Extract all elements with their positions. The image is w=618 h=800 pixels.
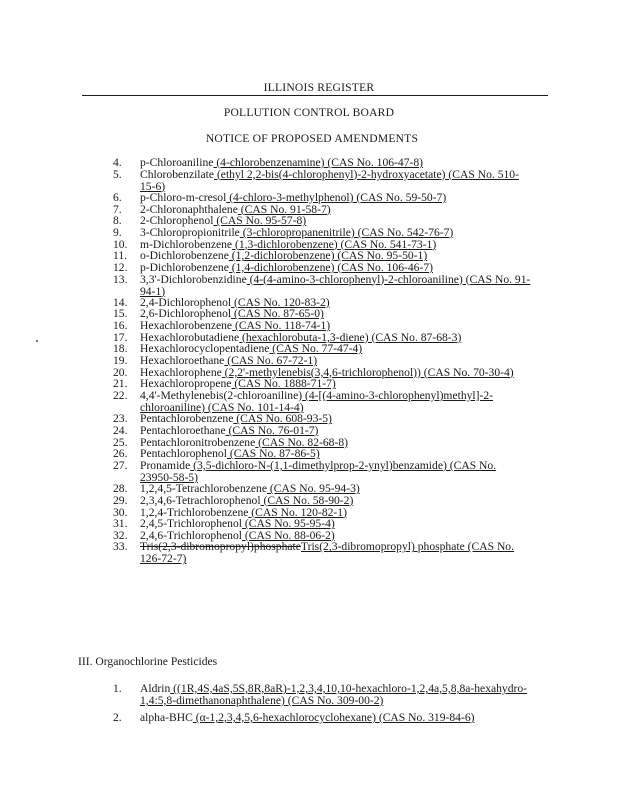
item-number: 21.: [113, 377, 128, 391]
inserted-text: (4-chloro-3-methylphenol) (CAS No. 59-50-7): [226, 190, 447, 204]
inserted-text: (ethyl 2,2-bis(4-chlorophenyl)-2-hydroxyacetate) (CAS No. 510-: [214, 167, 519, 181]
item-number: 28.: [113, 482, 128, 496]
item-number: 10.: [113, 237, 128, 251]
item-number: 16.: [113, 319, 128, 333]
constituent-name: Hexachloropropene: [140, 377, 232, 391]
header-rule: [82, 95, 548, 96]
scan-speck: [36, 340, 38, 342]
inserted-text: (4-[(4-amino-3-chlorophenyl)methyl]-2-: [302, 389, 494, 402]
constituent-name: Pentachlorobenzene: [140, 412, 234, 426]
constituent-name: 2,4-Dichlorophenol: [140, 295, 232, 309]
item-number: 24.: [113, 423, 128, 437]
item-number: 29.: [113, 493, 128, 507]
item-continuation: 1,4:5,8-dimethanonaphthalene) (CAS No. 309-00-2): [140, 694, 384, 707]
constituent-name: Hexachlorobenzene: [140, 319, 233, 333]
constituent-name: o-Dichlorobenzene: [140, 249, 229, 263]
deleted-text: Tris(2,3-dibromopropyl)phosphate: [140, 540, 301, 554]
constituent-name: 2,3,4,6-Tetrachlorophenol: [140, 493, 261, 507]
item-text: [140, 274, 553, 286]
item-number: 2.: [113, 711, 122, 724]
inserted-text: (CAS No. 77-47-4): [269, 342, 363, 356]
constituent-name: Hexachlorobutadiene: [140, 330, 240, 344]
inserted-text: (1,2-dichlorobenzene) (CAS No. 95-50-1): [228, 249, 428, 263]
item-continuation: 15-6): [140, 179, 166, 193]
inserted-text: (CAS No. 95-57-8): [213, 214, 307, 228]
constituent-name: m-Dichlorobenzene: [140, 237, 233, 251]
inserted-text: (CAS No. 58-90-2): [260, 493, 354, 507]
item-continuation: 126-72-7): [140, 552, 187, 566]
inserted-text: (CAS No. 87-65-0): [231, 307, 324, 321]
item-number: 33.: [113, 540, 128, 554]
item-text: [140, 712, 553, 724]
inserted-text: (CAS No. 608-93-5): [233, 412, 332, 426]
item-number: 12.: [113, 260, 128, 274]
inserted-text: (CAS No. 1888-71-7): [231, 377, 336, 391]
inserted-text: (2,2'-methylenebis(3,4,6-trichlorophenol)) (CAS No. 70-30-4): [221, 365, 514, 379]
constituent-name: Aldrin: [140, 682, 171, 695]
item-number: 7.: [113, 202, 122, 216]
inserted-text: ((1R,4S,4aS,5S,8R,8aR)-1,2,3,4,10,10-hexachloro-1,2,4a,5,8,8a-hexahydro-: [170, 682, 528, 695]
item-number: 31.: [113, 517, 128, 531]
constituent-name: 4,4'-Methylenebis(2-chloroaniline): [140, 389, 303, 402]
constituent-name: 2,4,6-Trichlorophenol: [140, 528, 242, 542]
item-text: [140, 541, 553, 553]
item-number: 13.: [113, 272, 128, 286]
item-number: 8.: [113, 214, 122, 228]
constituent-name: Pentachlorophenol: [140, 447, 227, 461]
inserted-text: (CAS No. 91-58-7): [237, 202, 331, 216]
item-number: 26.: [113, 447, 128, 461]
board-name: POLLUTION CONTROL BOARD: [223, 106, 395, 119]
inserted-text: (CAS No. 76-01-7): [225, 423, 319, 437]
constituent-name: 1,2,4-Trichlorobenzene: [140, 505, 249, 519]
inserted-text: (CAS No. 88-06-2): [241, 528, 335, 542]
constituent-name: p-Chloro-m-cresol: [140, 190, 227, 204]
inserted-text: (CAS No. 120-82-1): [248, 505, 347, 519]
inserted-text: (α-1,2,3,4,5,6-hexachlorocyclohexane) (CAS No. 319-84-6): [192, 711, 475, 724]
constituent-name: 3,3'-Dichlorobenzidine: [140, 272, 247, 286]
inserted-text: (CAS No. 67-72-1): [224, 354, 318, 368]
item-number: 17.: [113, 330, 128, 344]
item-continuation: 23950-58-5): [140, 470, 198, 484]
section-heading: III. Organochlorine Pesticides: [78, 655, 218, 668]
inserted-text: (1,3-dichlorobenzene) (CAS No. 541-73-1): [232, 237, 437, 251]
inserted-text: (CAS No. 95-94-3): [266, 482, 360, 496]
constituent-name: Pentachloronitrobenzene: [140, 435, 256, 449]
inserted-text: Tris(2,3-dibromopropyl) phosphate (CAS No.: [300, 540, 515, 554]
constituent-name: alpha-BHC: [140, 711, 193, 724]
item-number: 11.: [113, 249, 128, 263]
inserted-text: (3,5-dichloro-N-(1,1-dimethylprop-2-ynyl)benzamide) (CAS No.: [190, 458, 497, 472]
constituent-name: Hexachloroethane: [140, 354, 225, 368]
item-number: 22.: [113, 389, 128, 402]
register-header: ILLINOIS REGISTER: [263, 81, 375, 94]
constituent-name: p-Chloroaniline: [140, 156, 214, 169]
item-number: 15.: [113, 307, 128, 321]
constituent-name: Pentachloroethane: [140, 423, 226, 437]
constituent-name: 1,2,4,5-Tetrachlorobenzene: [140, 482, 267, 496]
constituent-name: 2-Chlorophenol: [140, 214, 214, 228]
item-number: 1.: [113, 682, 122, 695]
item-number: 20.: [113, 365, 128, 379]
item-text: [140, 460, 553, 472]
item-number: 18.: [113, 342, 128, 356]
item-number: 5.: [113, 167, 122, 181]
inserted-text: (CAS No. 118-74-1): [232, 319, 331, 333]
constituent-name: 3-Chloropropionitrile: [140, 225, 240, 239]
item-number: 4.: [113, 156, 122, 169]
constituent-name: 2,4,5-Trichlorophenol: [140, 517, 242, 531]
item-number: 27.: [113, 458, 128, 472]
constituent-name: Hexachlorocyclopentadiene: [140, 342, 270, 356]
constituent-name: 2-Chloronaphthalene: [140, 202, 238, 216]
item-number: 14.: [113, 295, 128, 309]
inserted-text: (CAS No. 87-86-5): [226, 447, 320, 461]
inserted-text: (CAS No. 120-83-2): [231, 295, 330, 309]
inserted-text: (hexachlorobuta-1,3-diene) (CAS No. 87-68-3): [239, 330, 462, 344]
item-number: 6.: [113, 190, 122, 204]
constituent-name: Chlorobenzilate: [140, 167, 215, 181]
constituent-name: Hexachlorophene: [140, 365, 222, 379]
item-number: 19.: [113, 354, 128, 368]
inserted-text: (3-chloropropanenitrile) (CAS No. 542-76-7): [239, 225, 454, 239]
inserted-text: (CAS No. 82-68-8): [255, 435, 348, 449]
inserted-text: (CAS No. 95-95-4): [241, 517, 335, 531]
constituent-name: 2,6-Dichlorophenol: [140, 307, 232, 321]
item-continuation: chloroaniline) (CAS No. 101-14-4): [140, 401, 304, 414]
item-number: 25.: [113, 435, 128, 449]
constituent-name: Pronamide: [140, 458, 191, 472]
inserted-text: (4-chlorobenzenamine) (CAS No. 106-47-8): [213, 156, 424, 169]
item-number: 9.: [113, 225, 122, 239]
item-number: 23.: [113, 412, 128, 426]
item-continuation: 94-1): [140, 284, 166, 298]
inserted-text: (1,4-dichlorobenzene) (CAS No. 106-46-7): [228, 260, 433, 274]
notice-title: NOTICE OF PROPOSED AMENDMENTS: [205, 132, 419, 145]
item-number: 32.: [113, 528, 128, 542]
item-text: [140, 169, 553, 181]
inserted-text: (4-(4-amino-3-chlorophenyl)-2-chloroaniline) (CAS No. 91-: [246, 272, 531, 286]
item-number: 30.: [113, 505, 128, 519]
constituent-name: p-Dichlorobenzene: [140, 260, 229, 274]
